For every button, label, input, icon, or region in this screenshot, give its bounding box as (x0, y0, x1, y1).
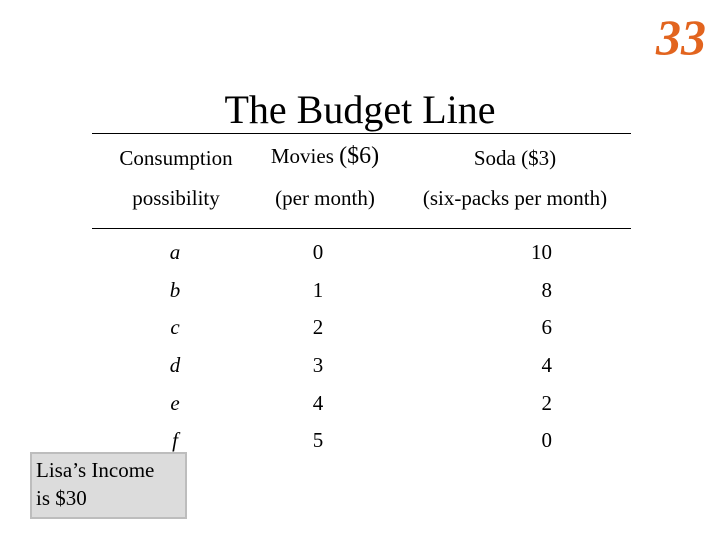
header-movies-price: ($6) (339, 143, 380, 169)
row-possibility: e (170, 391, 180, 415)
row-movies: 2 (312, 315, 324, 339)
row-possibility: a (169, 240, 181, 264)
header-movies-line1 (255, 143, 395, 170)
row-soda: 0 (541, 428, 552, 452)
slide-title: The Budget Line (224, 87, 496, 132)
row-soda: 4 (541, 353, 552, 377)
row-possibility: d (169, 353, 181, 377)
row-soda: 2 (541, 391, 552, 415)
row-possibility: c (170, 315, 180, 339)
row-movies: 3 (312, 353, 324, 377)
income-note-line1: Lisa’s Income (36, 458, 155, 482)
income-note-line2: is $30 (36, 486, 87, 510)
table-top-rule (92, 133, 631, 134)
header-possibility-line2: possibility (132, 186, 220, 210)
header-movies-word: Movies (270, 144, 334, 168)
header-movies-line2: (per month) (275, 186, 375, 210)
slide-number: 33 (656, 9, 706, 65)
row-possibility: f (172, 428, 178, 452)
header-possibility-line1: Consumption (119, 146, 233, 170)
row-soda: 6 (541, 315, 552, 339)
row-movies: 1 (312, 278, 324, 302)
row-movies: 4 (312, 391, 324, 415)
row-movies: 5 (312, 428, 324, 452)
header-soda-line1: Soda ($3) (473, 146, 557, 170)
row-possibility: b (169, 278, 181, 302)
row-soda: 10 (531, 240, 552, 264)
row-movies: 0 (312, 240, 324, 264)
table-header-rule (92, 228, 631, 229)
income-note (30, 452, 187, 519)
row-soda: 8 (541, 278, 552, 302)
header-soda-line2: (six-packs per month) (422, 186, 608, 210)
